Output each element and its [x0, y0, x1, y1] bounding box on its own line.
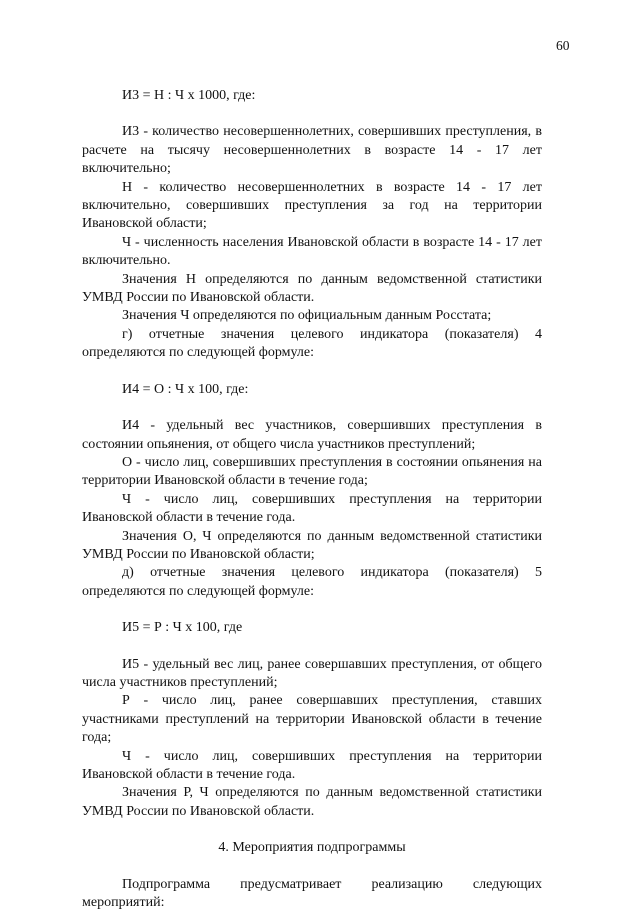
document-body: [82, 87, 542, 912]
spacer: [82, 858, 542, 876]
paragraph: Значения Ч определяются по официальным данным Росстата;: [122, 308, 492, 324]
paragraph: Значения Р, Ч определяются по данным ведомственной статистики УМВД России по Ивановской области.: [82, 785, 542, 819]
paragraph: г) отчетные значения целевого индикатора (показателя) 4 определяются по следующей формуле:: [82, 326, 542, 361]
spacer: [82, 601, 542, 619]
spacer: [82, 363, 542, 381]
spacer: [82, 821, 542, 839]
spacer: [82, 399, 542, 417]
formula-line: И5 = Р : Ч х 100, где: [122, 620, 243, 636]
paragraph: Н - количество несовершеннолетних в возрасте 14 - 17 лет включительно, совершивших преступления за год на территории Ивановской области;: [82, 179, 542, 232]
formula-line: И4 = О : Ч х 100, где:: [122, 381, 249, 397]
paragraph: Подпрограмма предусматривает реализацию следующих мероприятий:: [82, 876, 542, 911]
paragraph: Значения О, Ч определяются по данным ведомственной статистики УМВД России по Ивановской области;: [82, 528, 542, 562]
formula-line: И3 = Н : Ч х 1000, где:: [122, 88, 256, 103]
paragraph: Ч - число лиц, совершивших преступления на территории Ивановской области в течение года.: [82, 748, 542, 782]
paragraph: И5 - удельный вес лиц, ранее совершавших преступления, от общего числа участников преступлений;: [82, 656, 542, 690]
paragraph: И3 - количество несовершеннолетних, совершивших преступления, в расчете на тысячу несовершеннолетних в возрасте 14 - 17 лет включительно;: [82, 124, 542, 177]
paragraph: Р - число лиц, ранее совершавших преступления, ставших участниками преступлений на территории Ивановской области в течение года;: [82, 693, 542, 746]
paragraph: Ч - число лиц, совершивших преступления на территории Ивановской области в течение года.: [82, 491, 542, 526]
spacer: [82, 638, 542, 656]
page-number: 60: [556, 38, 570, 53]
paragraph: Ч - численность населения Ивановской области в возрасте 14 - 17 лет включительно.: [82, 234, 542, 269]
paragraph: Значения Н определяются по данным ведомственной статистики УМВД России по Ивановской области.: [82, 271, 542, 306]
section-heading: 4. Мероприятия подпрограммы: [218, 840, 406, 856]
paragraph: д) отчетные значения целевого индикатора (показателя) 5 определяются по следующей формуле:: [82, 565, 542, 599]
paragraph: О - число лиц, совершивших преступления в состоянии опьянения на территории Ивановской области в течение года;: [82, 454, 542, 489]
spacer: [82, 105, 542, 123]
paragraph: И4 - удельный вес участников, совершивших преступления в состоянии опьянения, от общего числа участников преступлений;: [82, 418, 542, 452]
